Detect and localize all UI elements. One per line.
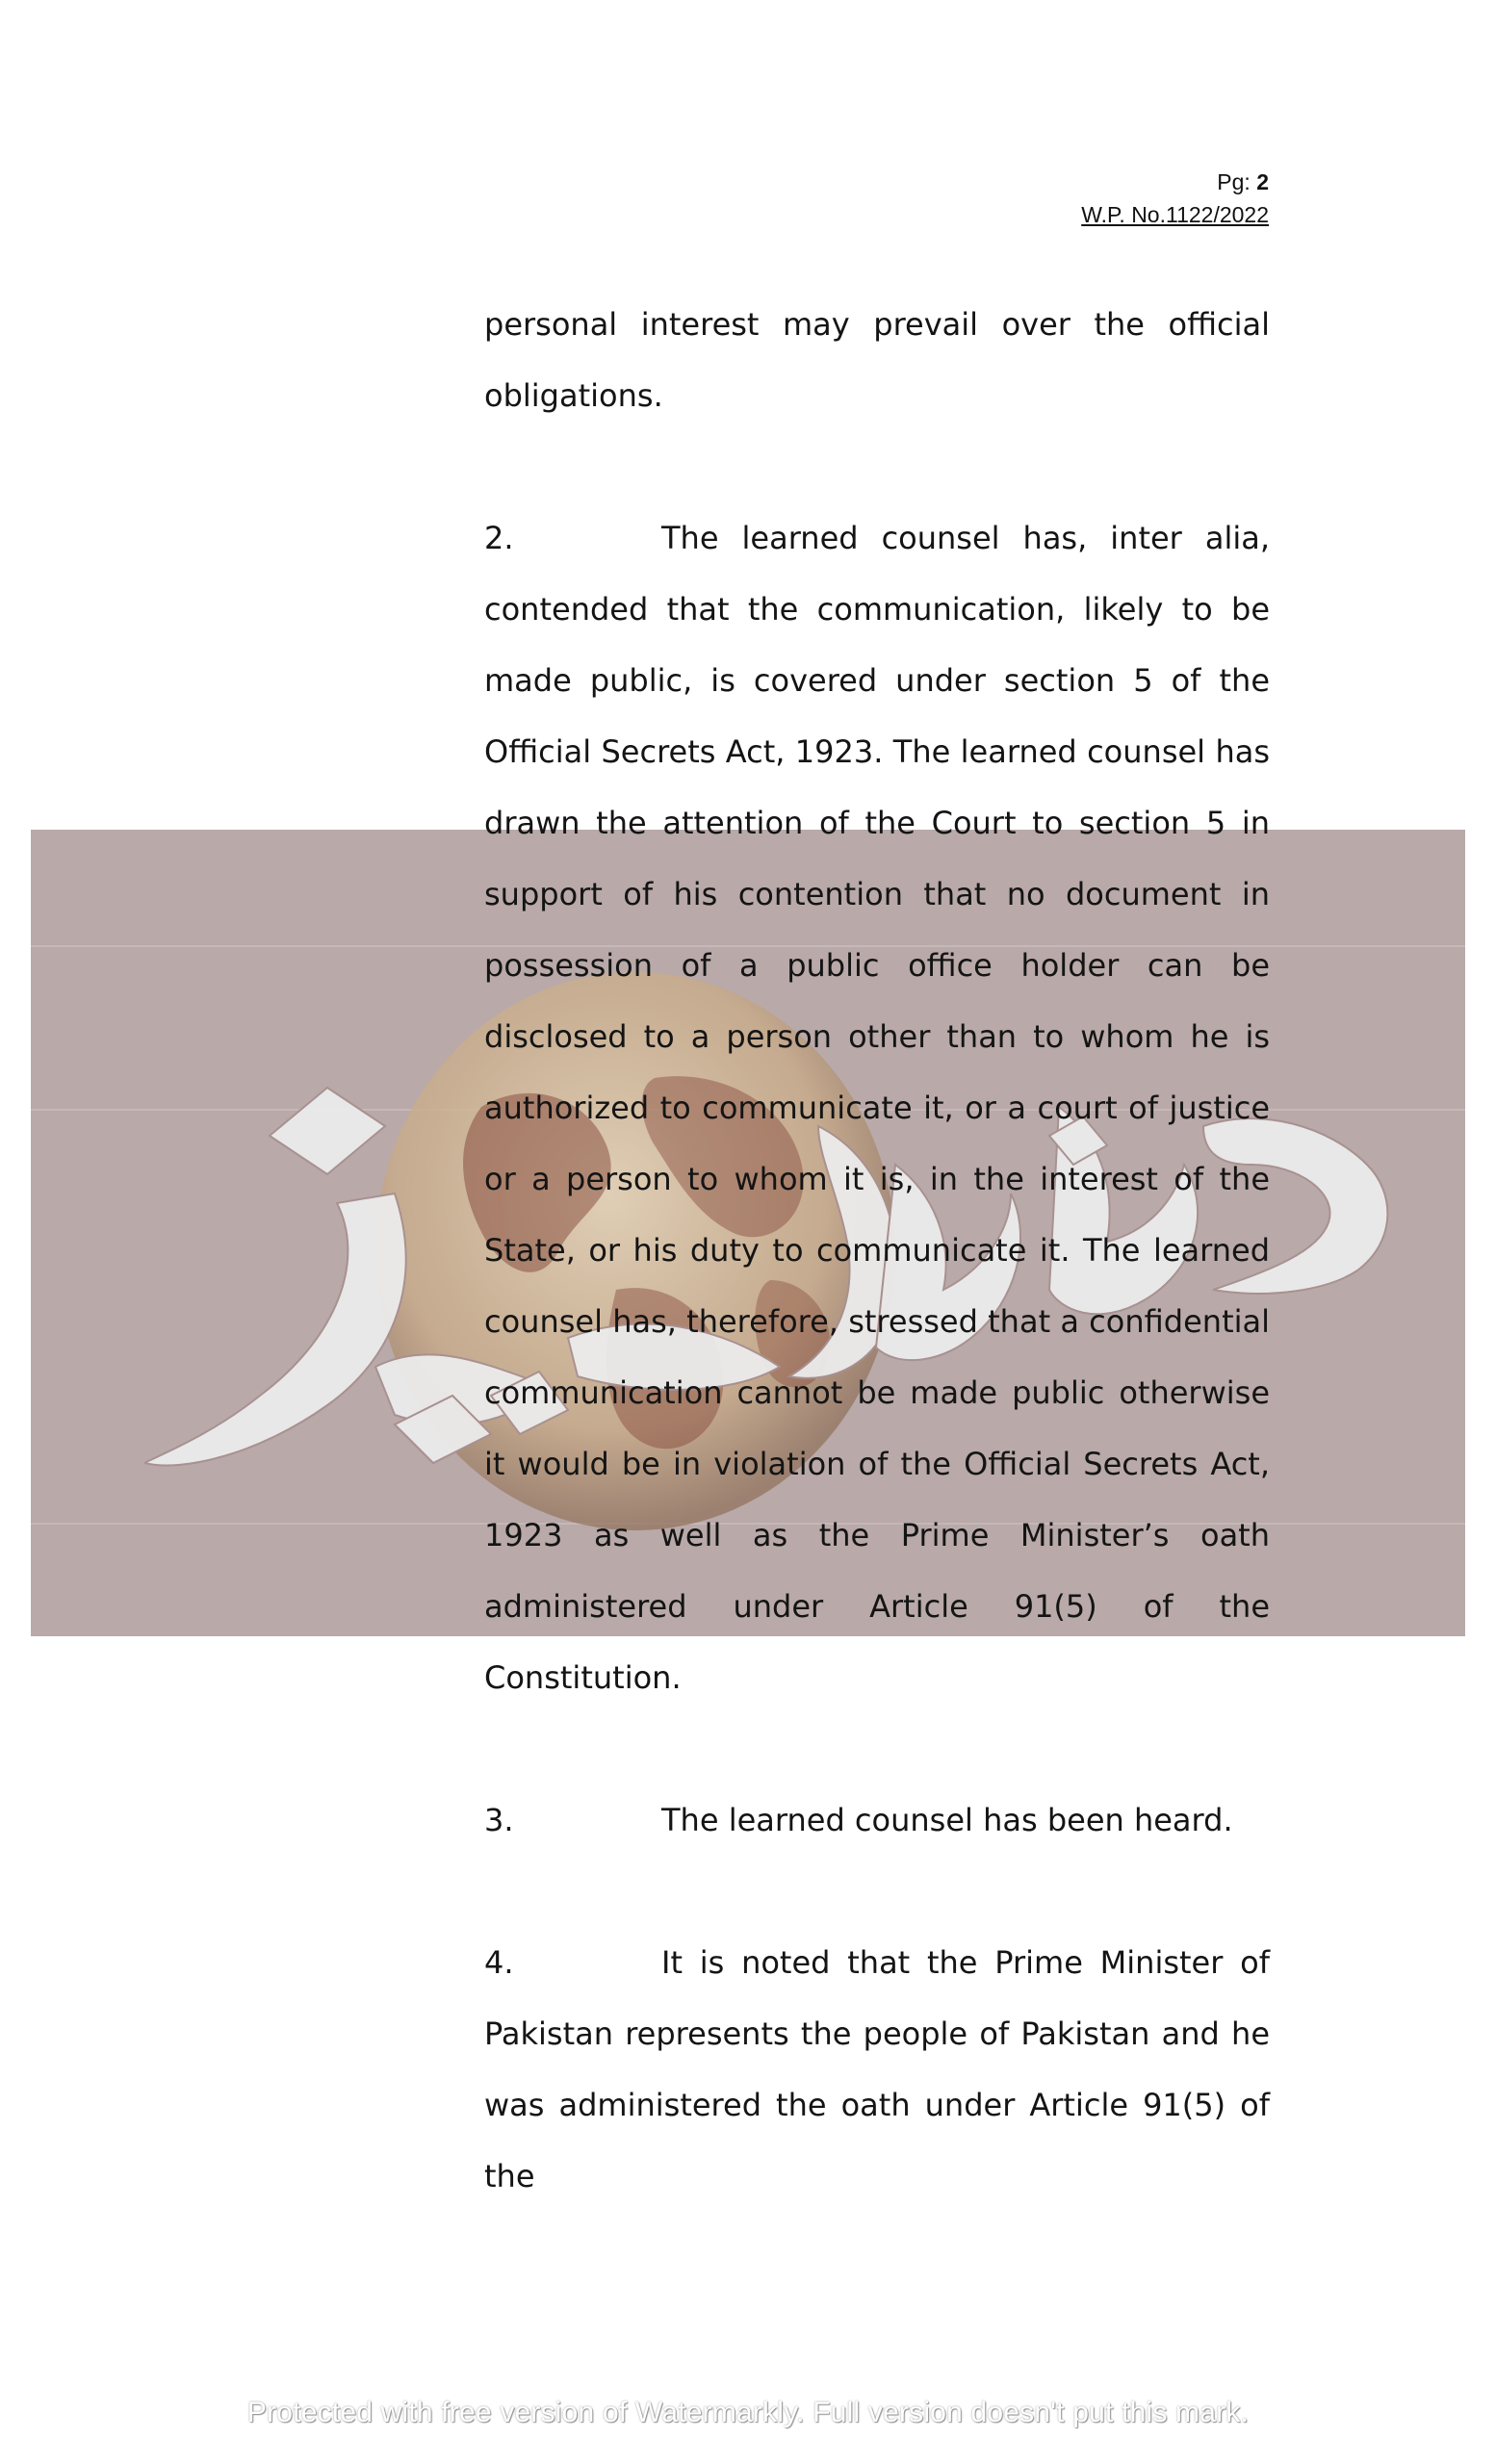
paragraph-number: 4. [484,1944,514,1981]
paragraph-3 [484,1784,1270,1856]
page-label: Pg: [1217,169,1251,194]
page-number: 2 [1256,169,1269,194]
paragraph-number: 3. [484,1802,514,1838]
document-body [484,289,1270,2212]
paragraph-4 [484,1927,1270,2212]
paragraph-text: personal interest may prevail over the official obligations. [484,306,1270,414]
paragraph-2 [484,502,1270,1713]
paragraph-text: It is noted that the Prime Minister of Pakistan represents the people of Pakistan and he was administered the oath under Article 91(5) of the [484,1944,1270,2194]
paragraph-text: The learned counsel has, inter alia, contended that the communication, likely to be made public, is covered under section 5 of the Official Secrets Act, 1923. The learned counsel has drawn the attention of the Court to section 5 in support of his contention that no document in possession of a public office holder can be disclosed to a person other than to whom he is authorized to communicate it, or a court of justice or a person to whom it is, in the interest of the State, or his duty to communicate it. The learned counsel has, therefore, stressed that a confidential communication cannot be made public otherwise it would be in violation of the Official Secrets Act, 1923 as well as the Prime Minister’s oath administered under Article 91(5) of the Constitution. [484,520,1270,1696]
paragraph-1-continuation [484,289,1270,431]
page-number-line [1081,166,1269,198]
paragraph-number: 2. [484,520,514,556]
case-number: W.P. No.1122/2022 [1081,202,1269,227]
watermark-footer-text: Protected with free version of Watermarkly. Full version doesn't put this mark. [246,2397,1250,2428]
page-header [1081,166,1269,231]
paragraph-text: The learned counsel has been heard. [661,1802,1233,1838]
